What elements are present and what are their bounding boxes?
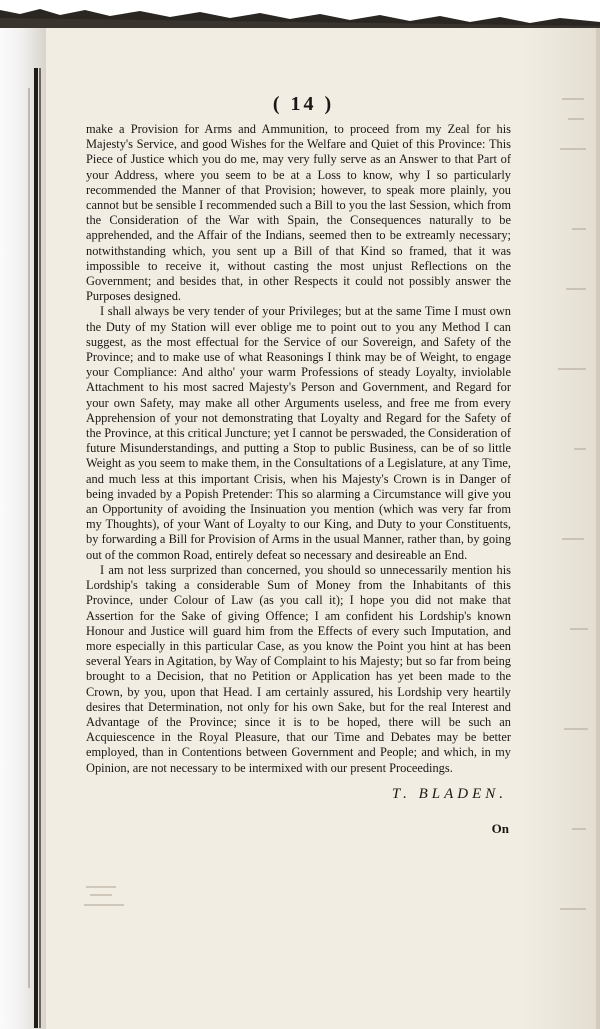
binding-shadow [0, 28, 46, 1029]
right-page-edge [522, 28, 600, 1029]
paragraph-3: I am not less surprized than concerned, you should so unnecessarily mention his Lordship's taking a considerable Sum of Money from the Inhabitants of this Province, under Colour of Law (as you call it); I hope you did not make that Assertion for the Sake of giving Offence; I am confident his Lordship's known Honour and Justice will guard him from the Effects of every such Imputation, and more especially in this particular Case, as you know the Point you hint at has been several Years in Agitation, by Way of Complaint to his Majesty; but so far from being brought to a Decision, that no Petition or Application has yet been made to the Crown, by you, upon that Head. I am certainly assured, his Lordship very heartily desires that Determination, not only for his own Sake, but for the real Interest and Advantage of the Province; since it is to be hoped, there will be such an Acquiescence in the Royal Pleasure, that our Time and Debates may be better employed, than in Contentions between Government and People; and which, in my Opinion, are not necessary to be intermixed with our present Proceedings. [86, 562, 511, 775]
faint-marginalia [80, 880, 200, 920]
catchword: On [491, 820, 509, 836]
signature: T. BLADEN. [391, 785, 507, 802]
paragraph-1: make a Provision for Arms and Ammunition, to proceed from my Zeal for his Majesty's Service, and good Wishes for the Welfare and Quiet of this Province: This Piece of Justice which you do me, may very fully serve as an Answer to that Part of your Address, where you seem to be at a Loss to know, why I so particularly recommended the Manner of that Provision; however, to speak more plainly, you cannot but be sensible I recommended such a Bill to you the last Session, which from the Consideration of the War with Spain, the Consequences naturally to be apprehended, and the Affair of the Indians, seemed then to be extreamly necessary; notwithstanding which, you sent up a Bill of that Kind so framed, that it was impossible to receive it, without casting the most unjust Reflections on the Government; and besides that, in other Respects it could not possibly answer the Purposes designed. [86, 122, 511, 304]
show-through-marks [522, 28, 600, 1029]
torn-edge-shape [0, 0, 600, 28]
paragraph-2: I shall always be very tender of your Privileges; but at the same Time I must own the Duty of my Station will ever oblige me to point out to you any Method I can suggest, as the most effectual for the Service of our Sovereign, and Safety of the Province; and to make use of what Reasonings I think may be of Weight, to engage your Compliance: And altho' your warm Professions of steady Loyalty, inviolable Attachment to his most sacred Majesty's Person and Government, and Regard for your own Safety, may make all other Arguments useless, and free me from every Apprehension of your not demonstrating that Loyalty and Regard for the Safety of the Province, at this critical Juncture; yet I cannot be perswaded, the Consideration of future Misunderstandings, and putting a Stop to public Business, can be of so little Weight as you seem to make them, in the Consultations of a Legislature, at any Time, and much less at this important Crisis, when his Majesty's Crown is in Danger of being invaded by a Popish Pretender: This so alarming a Circumstance will give you an Opportunity of avoiding the Insinuation you mention (which was very far from my Thoughts), of your Want of Loyalty to our King, and Duty to your Constituents, by forwarding a Bill for Provision of Arms in the usual Manner, rather than, by going out of the common Road, entirely defeat so necessary and desireable an End. [86, 304, 511, 562]
torn-top-edge [0, 0, 600, 28]
left-binding-gutter [0, 28, 46, 1029]
page-number: ( 14 ) [272, 93, 335, 115]
text-block [86, 86, 511, 837]
